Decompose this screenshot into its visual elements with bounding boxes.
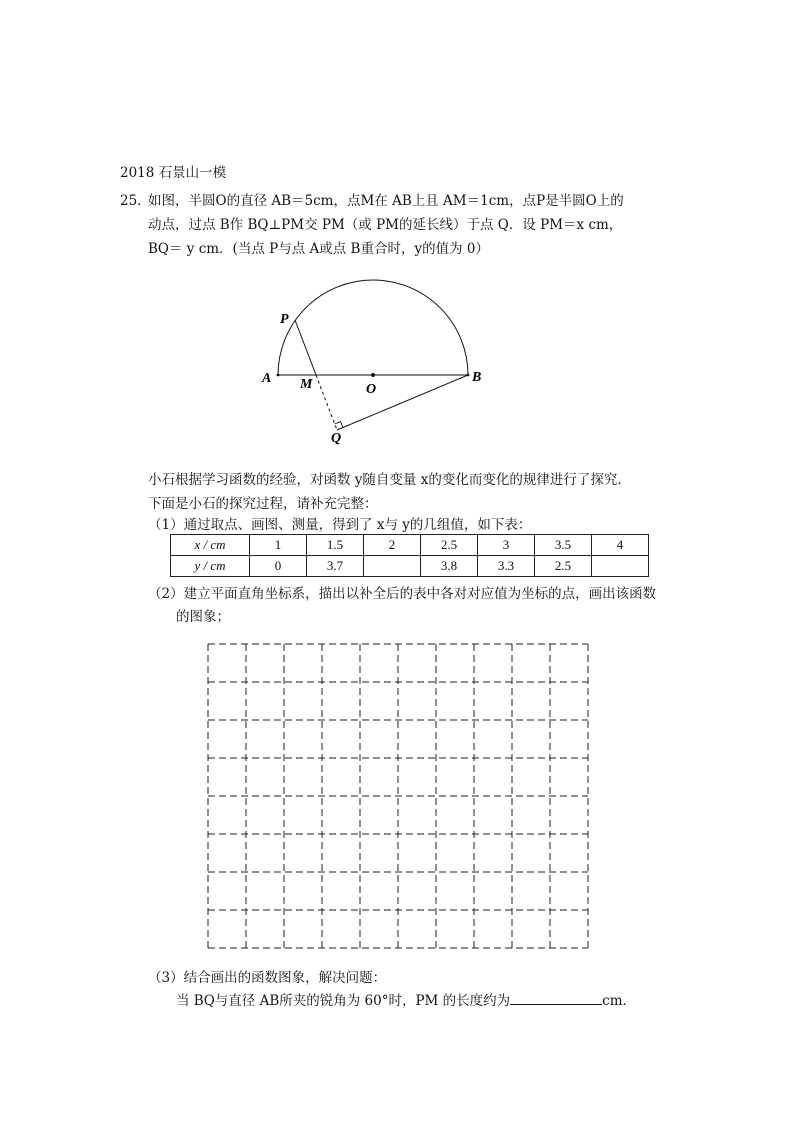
label-b: B: [472, 370, 482, 385]
part2-line-1: （2）建立平面直角坐标系，描出以补全后的表中各对对应值为坐标的点，画出该函数: [148, 586, 657, 602]
center-point-o: [371, 373, 375, 377]
graph-grid[interactable]: [204, 640, 594, 952]
table-cell-blank[interactable]: [364, 556, 421, 577]
intro-line-2: 下面是小石的探究过程，请补充完整：: [148, 496, 378, 512]
table-cell: 0: [250, 556, 307, 577]
table-cell-blank[interactable]: [592, 556, 649, 577]
table-cell: 2: [364, 535, 421, 556]
part2-line-2: 的图象；: [176, 609, 230, 625]
table-cell: 1: [250, 535, 307, 556]
source-label: 2018 石景山一模: [120, 165, 227, 181]
label-q: Q: [331, 431, 342, 446]
point-b: [467, 374, 470, 377]
problem-number: 25．: [120, 193, 151, 209]
table-cell: 3.7: [307, 556, 364, 577]
segment-bq: [337, 375, 468, 430]
table-header-y: y / cm: [171, 556, 250, 577]
table-header-x: x / cm: [171, 535, 250, 556]
label-p: P: [280, 312, 289, 327]
problem-line-2: 动点，过点 B作 BQ⊥PM交 PM（或 PM的延长线）于点 Q．设 PM＝x cm，: [148, 217, 623, 233]
table-cell: 3.5: [535, 535, 592, 556]
table-cell: 2.5: [421, 535, 478, 556]
table-cell: 3: [478, 535, 535, 556]
part3-unit: cm．: [602, 993, 637, 1009]
point-a: [277, 374, 280, 377]
part3-question: 当 BQ与直径 AB所夹的锐角为 60°时，PM 的长度约为: [176, 993, 511, 1009]
problem-line-1: 如图，半圆O的直径 AB＝5cm，点M在 AB上且 AM＝1cm，点P是半圆O上的: [148, 193, 624, 209]
segment-mq-extension: [316, 375, 337, 430]
table-cell: 3.8: [421, 556, 478, 577]
semicircle-figure: [250, 270, 510, 450]
answer-blank[interactable]: [510, 990, 602, 1005]
table-cell: 3.3: [478, 556, 535, 577]
values-table: [170, 534, 649, 577]
intro-line-1: 小石根据学习函数的经验，对函数 y随自变量 x的变化而变化的规律进行了探究.: [148, 472, 622, 488]
table-cell: 1.5: [307, 535, 364, 556]
semicircle-arc: [278, 280, 468, 375]
label-m: M: [300, 377, 313, 392]
problem-line-3: BQ＝ y cm．(当点 P与点 A或点 B重合时，y的值为 0）: [148, 241, 489, 257]
part3-line-1: （3）结合画出的函数图象，解决问题：: [148, 970, 387, 986]
part3-line-2: [176, 990, 636, 1013]
table-cell: 2.5: [535, 556, 592, 577]
label-a: A: [262, 371, 272, 386]
table-row-x: [171, 535, 649, 556]
segment-pm: [295, 320, 316, 375]
part1-text: （1）通过取点、画图、测量，得到了 x与 y的几组值，如下表：: [148, 517, 532, 533]
table-row-y: [171, 556, 649, 577]
table-cell: 4: [592, 535, 649, 556]
label-o: O: [366, 382, 377, 397]
